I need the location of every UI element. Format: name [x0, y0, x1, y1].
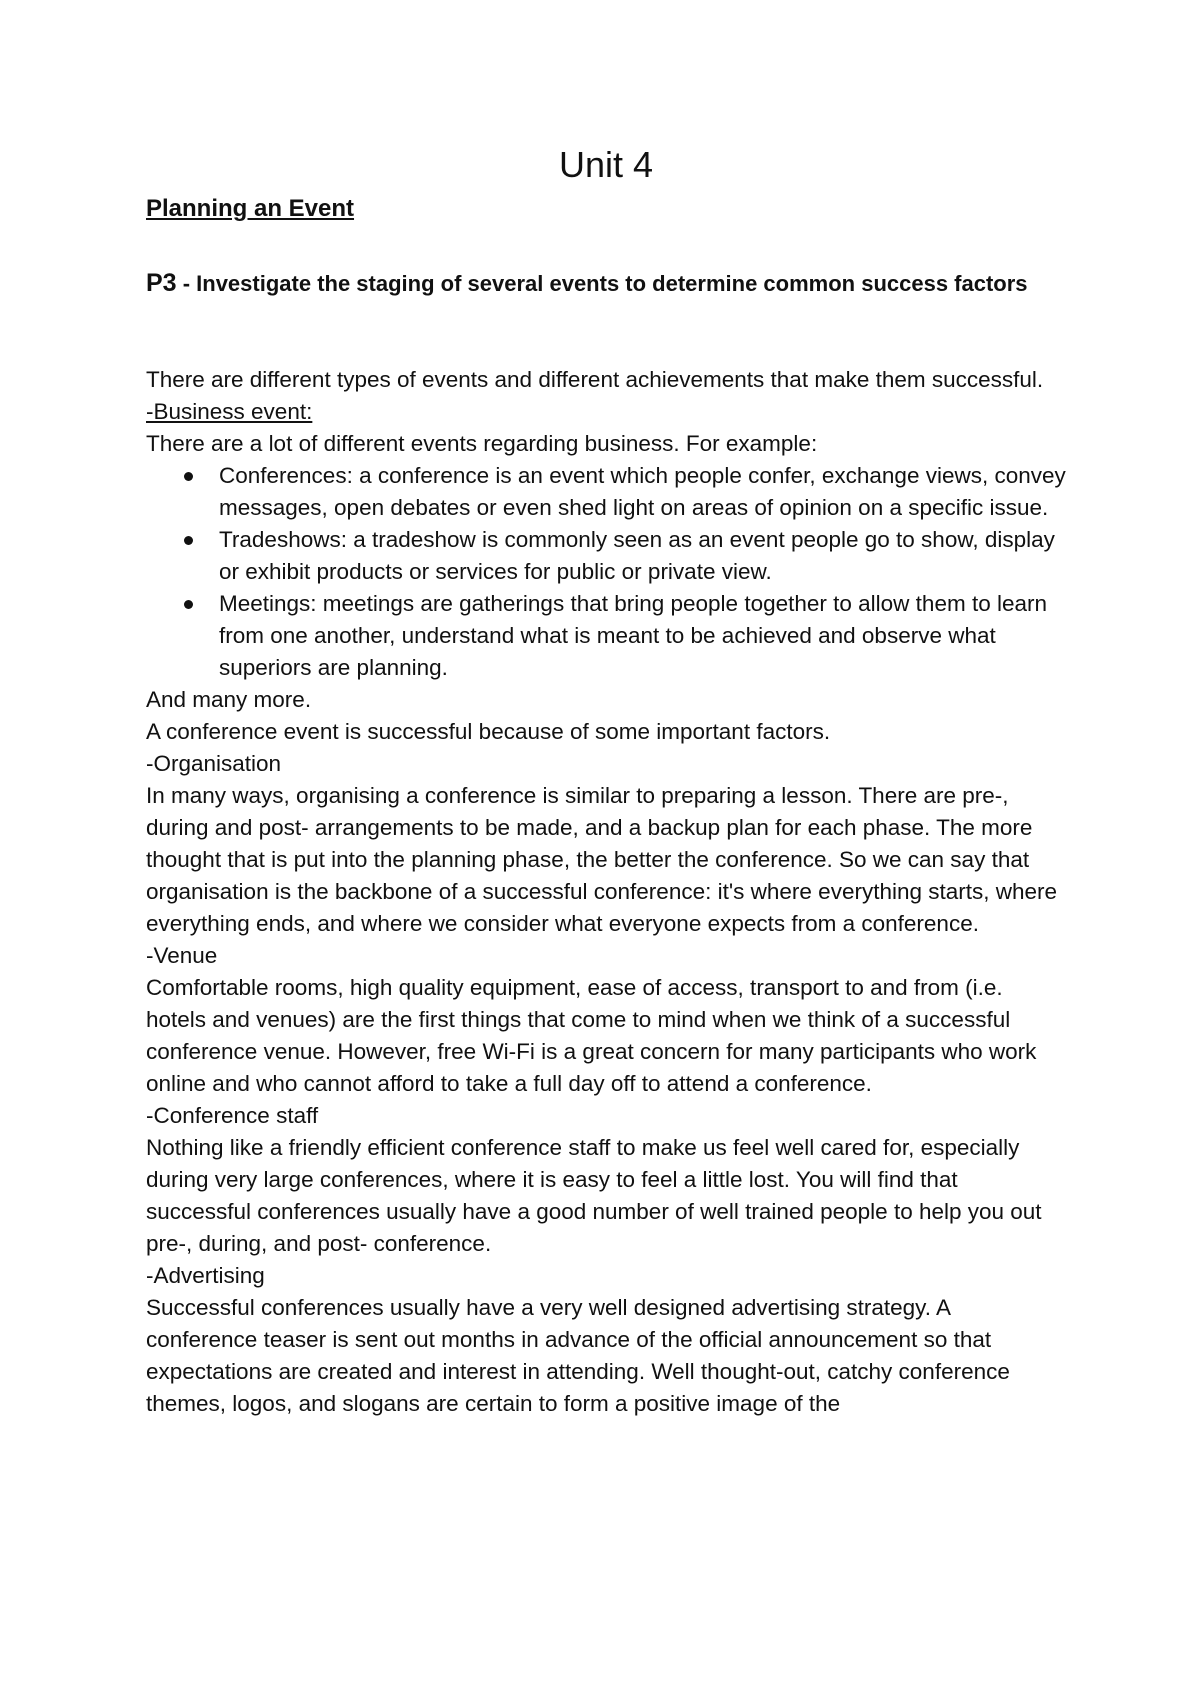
section-text-venue: Comfortable rooms, high quality equipment, ease of access, transport to and from (i.e. hotels and venues) are the first things that come to mind when we think of a successful conference venue. However, free Wi-Fi is a great concern for many participants who work online and who cannot afford to take a full day off to attend a conference.: [146, 975, 1037, 1096]
list-item-text: Meetings: meetings are gatherings that bring people together to allow them to learn from one another, understand what is meant to be achieved and observe what superiors are planning.: [219, 591, 1047, 680]
bullet-icon: [184, 600, 193, 609]
criterion-heading: [146, 266, 1066, 301]
document-subtitle: Planning an Event: [146, 195, 355, 222]
factors-intro: A conference event is successful because of some important factors.: [146, 719, 831, 744]
section-heading-venue: -Venue: [146, 943, 218, 968]
business-event-list: [146, 460, 1066, 684]
section-text-advertising: Successful conferences usually have a very well designed advertising strategy. A conference teaser is sent out months in advance of the official announcement so that expectations are created and interest in attending. Well thought-out, catchy conference themes, logos, and slogans are certain to form a positive image of the: [146, 1295, 1010, 1416]
document-title: Unit 4: [558, 144, 654, 185]
list-item-text: Tradeshows: a tradeshow is commonly seen as an event people go to show, display or exhibit products or services for public or private view.: [219, 527, 1055, 584]
list-item: [146, 588, 1066, 684]
section-heading-organisation: -Organisation: [146, 751, 282, 776]
section-heading-advertising: -Advertising: [146, 1263, 265, 1288]
criterion-text: - Investigate the staging of several events to determine common success factors: [176, 271, 1028, 296]
list-item-text: Conferences: a conference is an event which people confer, exchange views, convey messages, open debates or even shed light on areas of opinion on a specific issue.: [219, 463, 1066, 520]
section-text-organisation: In many ways, organising a conference is similar to preparing a lesson. There are pre-, during and post- arrangements to be made, and a backup plan for each phase. The more thought that is put into the planning phase, the better the conference. So we can say that organisation is the backbone of a successful conference: it's where everything starts, where everything ends, and where we consider what everyone expects from a conference.: [146, 783, 1058, 936]
business-intro: There are a lot of different events regarding business. For example:: [146, 431, 818, 456]
more-text: And many more.: [146, 687, 312, 712]
criterion-code: P3: [146, 269, 177, 297]
section-text-conference-staff: Nothing like a friendly efficient conference staff to make us feel well cared for, especially during very large conferences, where it is easy to feel a little lost. You will find that successful conferences usually have a good number of well trained people to help you out pre-, during, and post- conference.: [146, 1135, 1042, 1256]
business-heading: -Business event:: [146, 399, 313, 424]
list-item: [146, 524, 1066, 588]
bullet-icon: [184, 536, 193, 545]
bullet-icon: [184, 472, 193, 481]
intro-paragraph: There are different types of events and different achievements that make them successful.: [146, 367, 1044, 392]
list-item: [146, 460, 1066, 524]
document-body: [146, 364, 1066, 1420]
section-heading-conference-staff: -Conference staff: [146, 1103, 319, 1128]
